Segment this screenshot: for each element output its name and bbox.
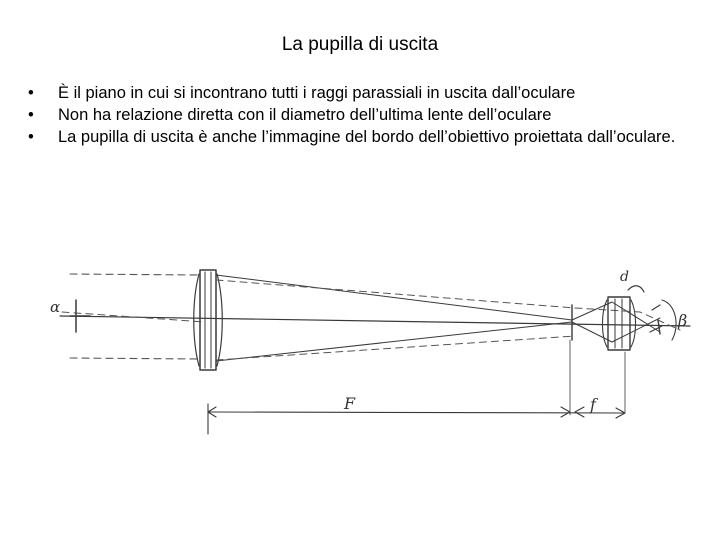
label-f: f: [590, 395, 596, 414]
label-F: F: [344, 394, 356, 413]
incoming-ray-bottom: [70, 358, 200, 359]
angle-arrow-right: [658, 320, 660, 334]
angle-arrow-left: [70, 300, 90, 332]
oblique-ray-bottom: [216, 336, 575, 360]
diverging-ray-top: [572, 302, 660, 332]
converging-ray-bottom: [216, 322, 572, 361]
objective-lens: [194, 270, 223, 370]
dimension-tick-left: [208, 404, 216, 434]
beta-arc: [662, 300, 676, 340]
bullet-text: Non ha relazione diretta con il diametro dell’ultima lente dell’oculare: [58, 106, 552, 124]
eyepiece-lens: [603, 297, 636, 350]
bullet-dot: •: [28, 84, 34, 102]
bullet-text: La pupilla di uscita è anche l’immagine del bordo dell’obiettivo proiettata dall’oculare.: [58, 128, 676, 146]
bullet-text: È il piano in cui si incontrano tutti i raggi parassiali in uscita dall’oculare: [58, 84, 576, 102]
incoming-ray-oblique: [62, 312, 205, 322]
bullet-dot: •: [28, 128, 34, 146]
oblique-ray-top: [216, 280, 575, 308]
bullet-dot: •: [28, 106, 34, 124]
diverging-ray-bottom: [572, 318, 660, 342]
dimension-arrow-focus: [561, 407, 584, 417]
label-alpha: α: [50, 298, 61, 316]
converging-ray-top: [216, 275, 572, 320]
incoming-ray-top: [70, 274, 200, 275]
label-d: d: [620, 269, 629, 285]
slide-title: La pupilla di uscita: [281, 34, 439, 55]
optical-axis: [60, 316, 690, 326]
label-beta: β: [678, 311, 688, 330]
dimension-line: [208, 412, 625, 413]
